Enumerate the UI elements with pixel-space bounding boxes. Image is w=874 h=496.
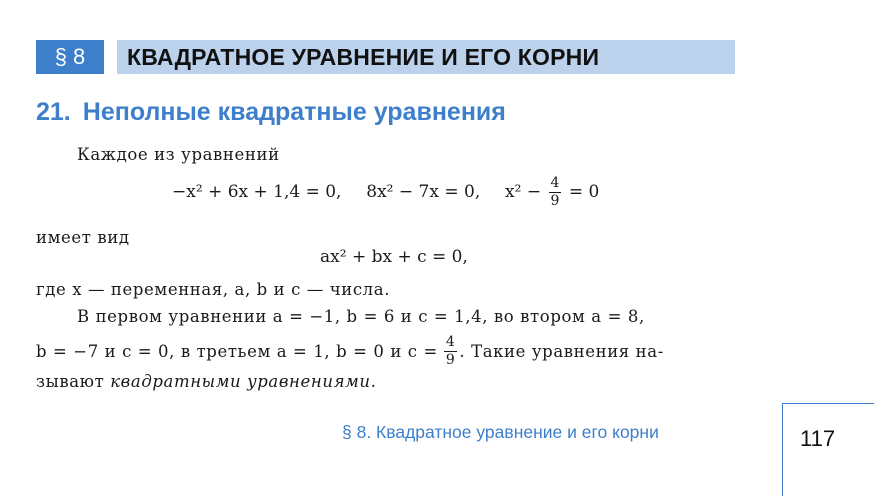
equation-3-fraction xyxy=(549,175,562,210)
has-form-text: имеет вид xyxy=(36,228,130,247)
paragraph-fraction xyxy=(444,334,458,369)
section-title: КВАДРАТНОЕ УРАВНЕНИЕ И ЕГО КОРНИ xyxy=(117,40,735,74)
topic-number: 21. xyxy=(36,98,71,126)
paragraph-line-3 xyxy=(36,372,376,391)
equation-3-lhs: x² − xyxy=(505,182,542,202)
equation-3-rhs: = 0 xyxy=(568,182,600,202)
term-quadratic-equations: квадратными уравнениями. xyxy=(110,372,377,391)
paragraph-line-3-start: зывают xyxy=(36,372,105,391)
fraction-numerator: 4 xyxy=(445,334,456,350)
paragraph-line-2-start: b = −7 и c = 0, в третьем a = 1, b = 0 и c = xyxy=(36,342,438,361)
intro-text: Каждое из уравнений xyxy=(77,145,280,164)
paragraph-line-2-end: . Такие уравнения на- xyxy=(459,342,664,361)
equation-2: 8x² − 7x = 0, xyxy=(366,182,481,202)
where-text: где x — переменная, a, b и c — числа. xyxy=(36,280,391,299)
running-head: § 8. Квадратное уравнение и его корни xyxy=(342,422,659,442)
page-number: 117 xyxy=(800,426,836,451)
fraction-denominator: 9 xyxy=(445,352,456,368)
equation-1: −x² + 6x + 1,4 = 0, xyxy=(172,182,342,202)
equations-line xyxy=(172,175,599,210)
topic-title: Неполные квадратные уравнения xyxy=(82,98,506,126)
general-form-equation: ax² + bx + c = 0, xyxy=(320,247,468,267)
paragraph-line-2 xyxy=(36,334,664,369)
topic-heading xyxy=(36,98,506,127)
fraction-numerator: 4 xyxy=(550,175,560,191)
section-header xyxy=(36,40,735,74)
paragraph-line-1: В первом уравнении a = −1, b = 6 и c = 1,4, во втором a = 8, xyxy=(77,307,645,326)
fraction-denominator: 9 xyxy=(550,193,560,209)
section-badge: § 8 xyxy=(36,40,104,74)
